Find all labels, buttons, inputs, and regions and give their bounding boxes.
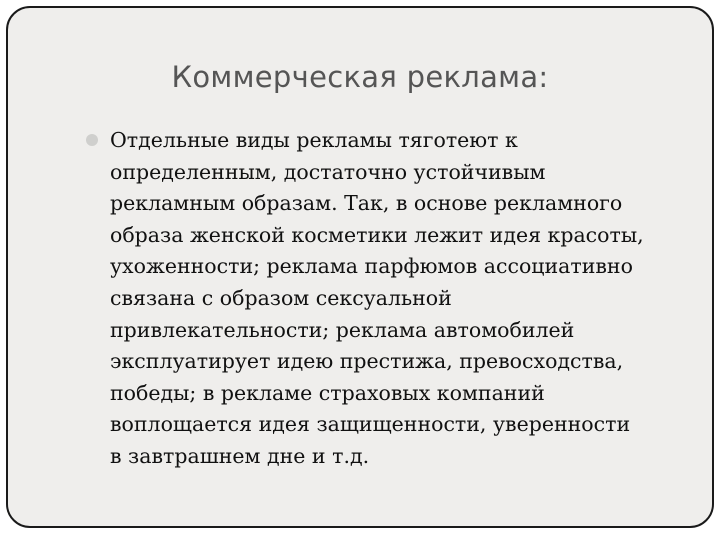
text-line: в завтрашнем дне и т.д. [110, 443, 370, 468]
text-line: образа женской косметики лежит идея красоты, [110, 222, 644, 247]
text-line: победы; в рекламе страховых компаний [110, 380, 545, 405]
slide-frame [6, 6, 714, 528]
text-line: привлекательности; реклама автомобилей [110, 317, 575, 342]
text-line: эксплуатирует идею престижа, превосходства, [110, 349, 624, 374]
slide-title: Коммерческая реклама: [171, 60, 549, 94]
bullet-dot-icon [86, 134, 98, 146]
text-line: Отдельные виды рекламы тяготеют к [110, 128, 518, 152]
text-line: определенным, достаточно устойчивым [110, 159, 546, 184]
bullet-text [110, 125, 690, 473]
text-line: рекламным образам. Так, в основе рекламного [110, 191, 623, 216]
text-line: связана с образом сексуальной [110, 285, 452, 310]
text-line: ухоженности; реклама парфюмов ассоциативно [110, 254, 633, 279]
text-line: воплощается идея защищенности, уверенности [110, 412, 631, 437]
